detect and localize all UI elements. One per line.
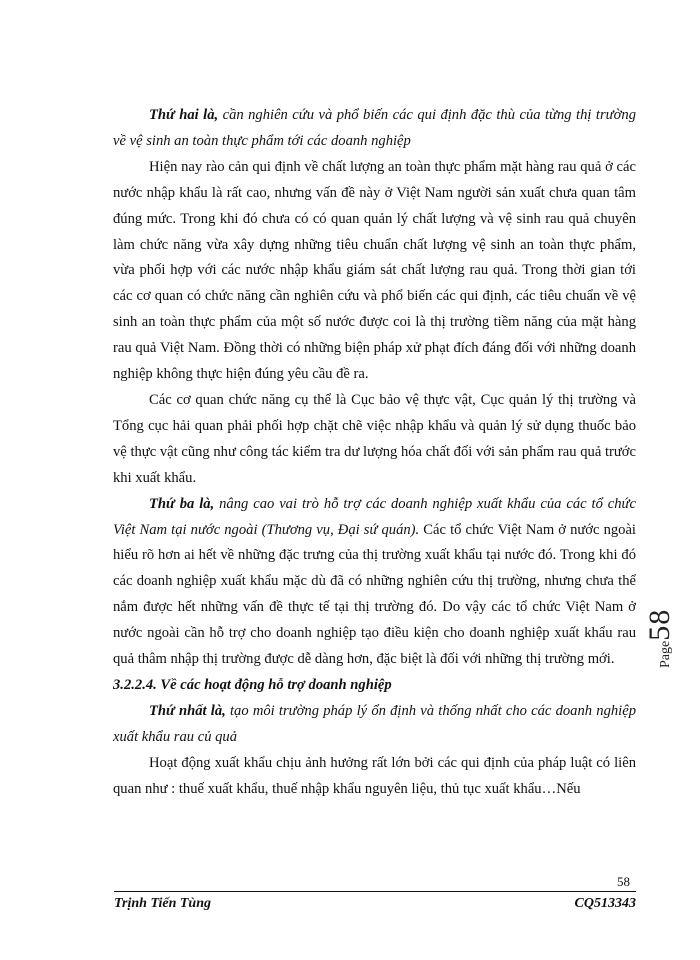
paragraph-thu-hai [113, 103, 636, 155]
footer-page-number: 58 [617, 874, 630, 889]
footer-divider [114, 891, 636, 892]
footer-author: Trịnh Tiến Tùng [114, 896, 211, 911]
italic-phrase: nâng cao vai trò hỗ trợ các doanh nghiệp xuất khẩu của các tổ chức Việt Nam tại nước ngoài (Thương vụ, Đại sứ quán). [113, 495, 636, 538]
paragraph: Hoạt động xuất khẩu chịu ảnh hưởng rất lớn bởi các qui định của pháp luật có liên quan như : thuế xuất khẩu, thuế nhập khẩu nguyên liệu, thủ tục xuất khẩu…Nếu [113, 754, 636, 797]
paragraph-thu-nhat [113, 699, 636, 751]
paragraph-text: tạo môi trường pháp lý ổn định và thống nhất cho các doanh nghiệp xuất khẩu rau củ quả [113, 702, 637, 745]
paragraph-text: cần nghiên cứu và phổ biến các qui định đặc thù của từng thị trường về vệ sinh an toàn thực phẩm tới các doanh nghiệp [113, 107, 636, 149]
lead-phrase: Thứ ba là, [149, 495, 215, 512]
paragraph: Hiện nay rào cản qui định về chất lượng an toàn thực phẩm mặt hàng rau quả ở các nước nhập khẩu là rất cao, nhưng vấn đề này ở Việt Nam người sản xuất chưa quan tâm đúng mức. Trong khi đó chưa có có quan quản lý chất lượng và vệ sinh rau quả chuyên làm chức năng vừa xây dựng những tiêu chuẩn chất lượng vệ sinh an toàn thực phẩm, vừa phối hợp với các nước nhập khẩu giám sát chất lượng rau quả. Trong thời gian tới các cơ quan có chức năng cần nghiên cứu và phổ biến các qui định, các tiêu chuẩn về vệ sinh an toàn thực phẩm của một số nước được coi là thị trường tiềm năng của mặt hàng rau quả Việt Nam. Đồng thời có những biện pháp xử phạt đích đáng đối với những doanh nghiệp không thực hiện đúng yêu cầu đề ra. [113, 158, 636, 383]
lead-phrase: Thứ hai là, [149, 107, 219, 123]
section-heading: 3.2.2.4. Về các hoạt động hỗ trợ doanh nghiệp [113, 676, 392, 693]
side-page-word: Page [658, 640, 673, 668]
body-text [113, 103, 636, 802]
paragraph-text: Các tổ chức Việt Nam ở nước ngoài hiểu rõ hơn ai hết về những đặc trưng của thị trường xuất khẩu tại nước đó. Trong khi đó các doanh nghiệp xuất khẩu mặc dù đã có những nghiên cứu thị trường, nhưng chưa thể nắm được hết những vấn đề thực tế tại thị trường đó. Do vậy các tổ chức Việt Nam ở nước ngoài cần hỗ trợ cho doanh nghiệp tạo điều kiện cho doanh nghiệp xuất khẩu rau quả thâm nhập thị trường được dễ dàng hơn, đặc biệt là đối với những thị trường mới. [113, 521, 636, 668]
lead-phrase: Thứ nhất là, [149, 702, 226, 719]
paragraph: Các cơ quan chức năng cụ thể là Cục bảo vệ thực vật, Cục quản lý thị trường và Tổng cục hải quan phải phối hợp chặt chẽ việc nhập khẩu và quản lý sử dụng thuốc bảo vệ thực vật cũng như công tác kiểm tra dư lượng hóa chất đối với sản phẩm rau quả trước khi xuất khẩu. [113, 391, 636, 486]
paragraph-thu-ba [113, 492, 636, 673]
footer-student-id: CQ513343 [574, 896, 636, 911]
side-page-number: 58 [643, 608, 676, 641]
side-page-label [643, 598, 677, 668]
